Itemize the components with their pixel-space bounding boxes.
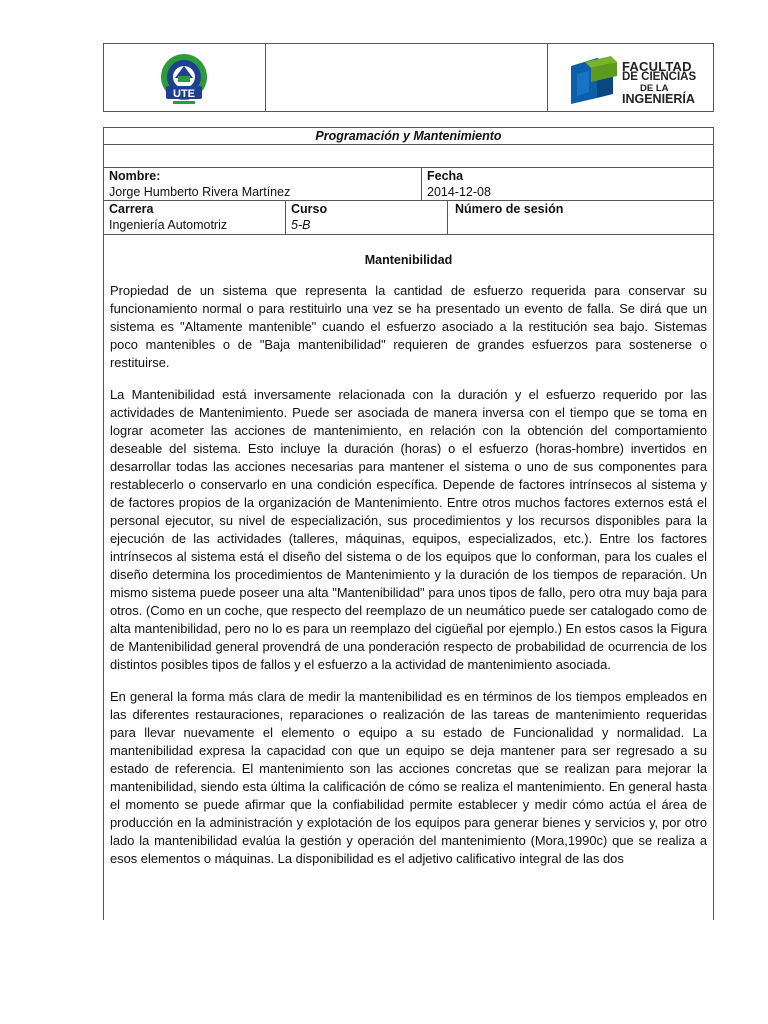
nombre-label: Nombre: bbox=[109, 169, 161, 183]
carrera-cell bbox=[104, 201, 286, 234]
paragraph-2: La Mantenibilidad está inversamente relacionada con la duración y el esfuerzo requerido por las actividades de Mantenimiento. Puede ser asociada de manera inversa con el tiempo que se toma en lograr acometer las acciones de mantenimiento, en relación con la obtención del comportamiento deseable del sistema. Esto incluye la duración (horas) o el esfuerzo (horas-hombre) invertidos en desarrollar todas las acciones necesarias para mantener el sistema o uno de sus componentes para restablecerlo o conservarlo en una condición específica. Depende de factores intrínsecos al sistema y de factores propios de la organización de Mantenimiento. Entre otros muchos factores externos está el personal ejecutor, su nivel de especialización, sus procedimientos y los recursos disponibles para la ejecución de las actividades (talleres, máquinas, equipos, especializados, etc.). Entre los factores intrínsecos al sistema está el diseño del sistema o de los equipos que lo conforman, para los cuales el diseño determina los procedimientos de Mantenimiento y la duración de los tiempos de reparación. Un mismo sistema puede poseer una alta "Mantenibilidad" para unos tipos de fallo, pero otra muy baja para otros. (Como en un coche, que respecto del reemplazo de un neumático puede ser catalogado como de alta mantenibilidad, pero no lo es para un reemplazo del cigüeñal por ejemplo.) En estos casos la Figura de Mantenibilidad general provendrá de una ponderación respecto de probabilidad de ocurrencia de los distintos posibles tipos de fallos y el esfuerzo a la actividad de mantenimiento asociada. bbox=[110, 387, 707, 672]
section-title: Mantenibilidad bbox=[364, 253, 453, 267]
carrera-value: Ingeniería Automotriz bbox=[109, 218, 228, 232]
header-faculty-cell bbox=[547, 44, 713, 111]
header-empty-cell bbox=[265, 44, 548, 111]
faculty-logo-line3: DE LA bbox=[640, 83, 669, 94]
header-table bbox=[103, 43, 714, 112]
faculty-logo-line2: DE CIENCIAS bbox=[622, 71, 697, 83]
main-form-table bbox=[103, 127, 714, 920]
header-logo-cell bbox=[104, 44, 266, 111]
faculty-logo bbox=[567, 52, 717, 106]
paragraph-1: Propiedad de un sistema que representa la cantidad de esfuerzo requerida para conservar su funcionamiento normal o para restituirlo una vez se ha presentado un evento de falla. Se dirá que un sistema es "Altamente mantenible" cuando el esfuerzo asociado a la restitución sea bajo. Sistemas poco mantenibles o de "Baja mantenibilidad" requieren de grandes esfuerzos para sostenerse o restituirse. bbox=[110, 283, 707, 370]
fecha-cell bbox=[422, 168, 713, 200]
curso-value: 5-B bbox=[291, 218, 311, 232]
nombre-cell bbox=[104, 168, 422, 200]
fecha-value: 2014-12-08 bbox=[427, 185, 491, 199]
sesion-label: Número de sesión bbox=[455, 202, 564, 216]
paragraph-3: En general la forma más clara de medir la mantenibilidad es en términos de los tiempos empleados en las diferentes restauraciones, reparaciones o realización de las tareas de mantenimiento requeridas para llevar nuevamente el elemento o equipo a su estado de Funcionalidad y normalidad. La mantenibilidad expresa la capacidad con que un equipo se deja mantener para ser regresado a su estado de referencia. El mantenimiento son las acciones concretas que se realizan para mejorar la mantenibilidad, siendo esta última la calificación de cómo se realiza el mantenimiento. En general hasta el momento se puede afirmar que la confiabilidad permite establecer y medir cómo actúa el área de producción en la administración y explotación de los equipos para generar bienes y servicios y, por otro lado la mantenibilidad evalúa la gestión y operación del mantenimiento (Mora,1990c) que se realiza a esos elementos o máquinas. La disponibilidad es el adjetivo calificativo integral de las dos bbox=[110, 689, 707, 866]
document-body bbox=[104, 235, 713, 920]
ute-logo-icon bbox=[151, 52, 217, 107]
form-title: Programación y Mantenimiento bbox=[104, 128, 713, 145]
faculty-logo-text bbox=[622, 61, 696, 105]
form-blank-row bbox=[104, 145, 713, 168]
svg-text:UTE: UTE bbox=[173, 88, 195, 100]
fecha-label: Fecha bbox=[427, 169, 464, 183]
faculty-cube-icon bbox=[567, 52, 619, 106]
form-career-row bbox=[104, 201, 713, 235]
curso-cell bbox=[286, 201, 448, 234]
nombre-value: Jorge Humberto Rivera Martínez bbox=[109, 185, 291, 199]
faculty-logo-line1: FACULTAD bbox=[622, 59, 692, 74]
curso-label: Curso bbox=[291, 202, 328, 216]
form-name-row bbox=[104, 168, 713, 201]
sesion-cell bbox=[448, 201, 713, 234]
faculty-logo-line4: INGENIERÍA bbox=[622, 92, 695, 106]
carrera-label: Carrera bbox=[109, 202, 154, 216]
